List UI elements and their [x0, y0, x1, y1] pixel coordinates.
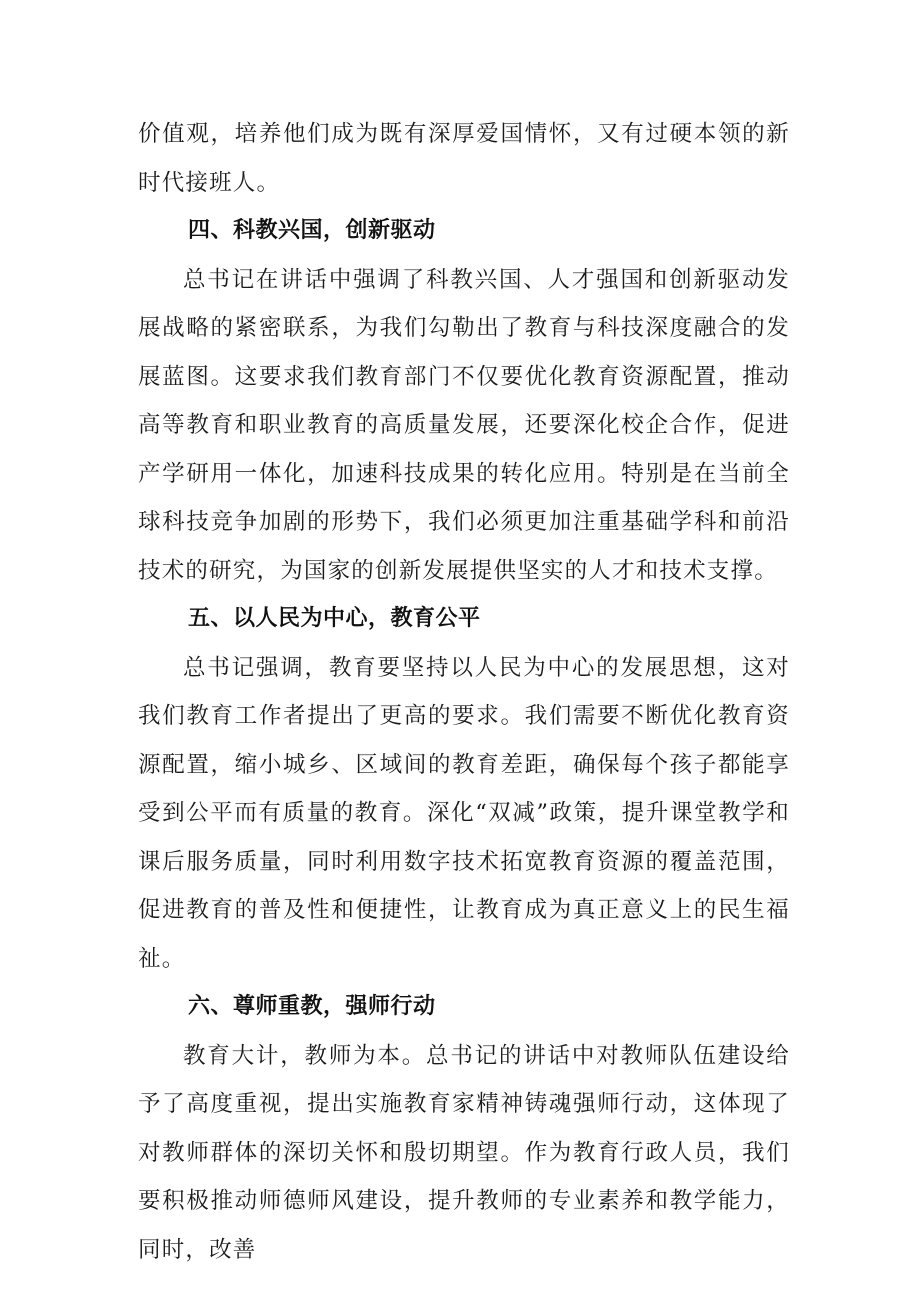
section-body-6: 教育大计，教师为本。总书记的讲话中对教师队伍建设给予了高度重视，提出实施教育家精神铸魂强师行动，这体现了对教师群体的深切关怀和殷切期望。作为教育行政人员，我们要积极推动师德师风建设，提升教师的专业素养和教学能力，同时，改善 — [138, 1042, 790, 1263]
section-heading-5: 五、以人民为中心，教育公平 — [188, 606, 481, 631]
section-heading-6: 六、尊师重教，强师行动 — [188, 994, 436, 1019]
section-heading-4: 四、科教兴国，创新驱动 — [188, 218, 436, 243]
section-body-4: 总书记在讲话中强调了科教兴国、人才强国和创新驱动发展战略的紧密联系，为我们勾勒出了教育与科技深度融合的发展蓝图。这要求我们教育部门不仅要优化教育资源配置，推动高等教育和职业教育的高质量发展，还要深化校企合作，促进产学研用一体化，加速科技成果的转化应用。特别是在当前全球科技竞争加剧的形势下，我们必须更加注重基础学科和前沿技术的研究，为国家的创新发展提供坚实的人才和技术支撑。 — [138, 266, 790, 584]
document-body — [138, 110, 790, 1274]
opening-paragraph: 价值观，培养他们成为既有深厚爱国情怀，又有过硬本领的新时代接班人。 — [138, 121, 790, 196]
section-body-5: 总书记强调，教育要坚持以人民为中心的发展思想，这对我们教育工作者提出了更高的要求。我们需要不断优化教育资源配置，缩小城乡、区域间的教育差距，确保每个孩子都能享受到公平而有质量的教育。深化“双减”政策，提升课堂教学和课后服务质量，同时利用数字技术拓宽教育资源的覆盖范围，促进教育的普及性和便捷性，让教育成为真正意义上的民生福祉。 — [138, 654, 790, 972]
